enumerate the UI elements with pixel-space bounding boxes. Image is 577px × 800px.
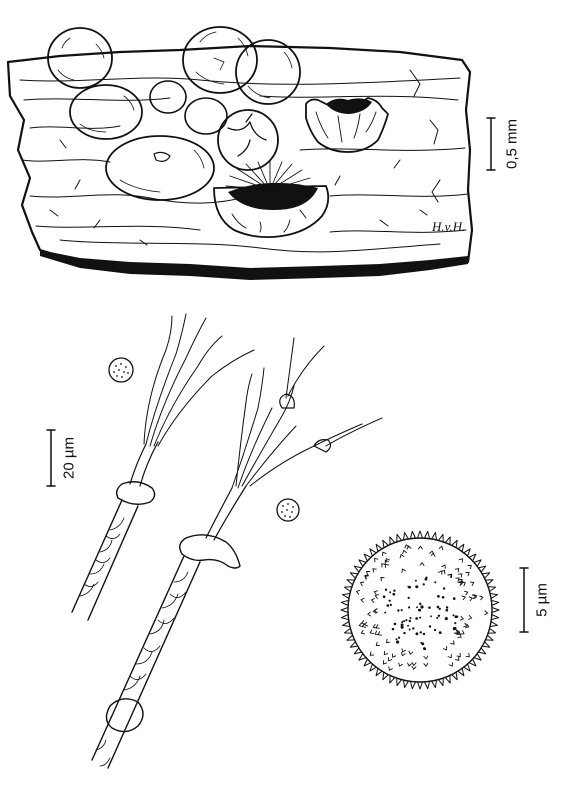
scale-bar-habit [487,118,495,170]
closed-sporangium [106,136,214,200]
closed-sporangium [70,85,142,139]
capillitium-thread-left [72,314,254,620]
open-peridium-cup [306,98,388,152]
closed-sporangium [183,27,257,93]
closed-sporangium [236,40,300,104]
open-cup-with-capillitium [214,160,328,237]
small-spore [109,358,133,382]
scale-label-habit: 0,5 mm [503,118,521,170]
bark-shadow [40,250,468,280]
capillitium-thread-right [92,338,382,768]
cracked-sporangium [218,110,278,170]
scale-label-hairs: 20 µm [60,437,78,479]
small-spore [277,499,299,521]
scale-bar-spore [520,568,528,632]
scale-bar-hairs [47,430,55,486]
ornamented-spore [341,531,499,689]
fruit-bodies [48,27,388,237]
closed-sporangium [150,81,186,113]
scale-label-spore: 5 µm [533,583,551,617]
artist-signature: H.v.H. [432,219,466,234]
closed-sporangium [48,28,112,88]
bark-substrate [8,46,472,280]
